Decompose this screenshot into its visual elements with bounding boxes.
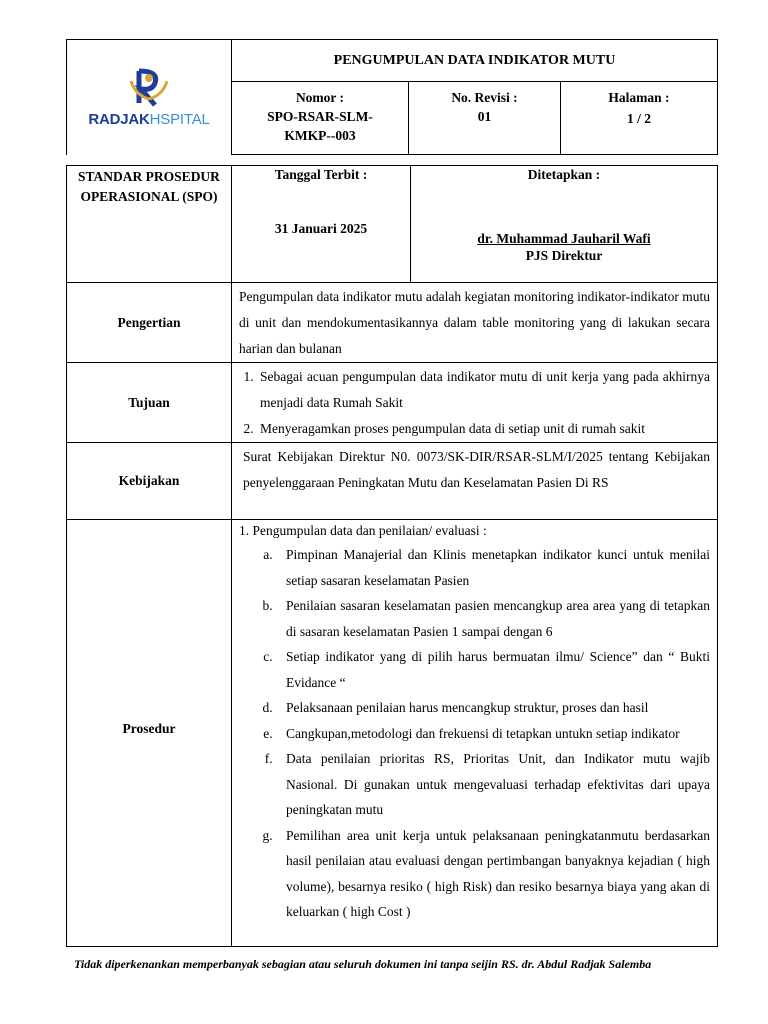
revisi-value: 01 [477, 109, 492, 124]
prosedur-item: e. Cangkupan,metodologi dan frekuensi di tetapkan untukn setiap indikator [276, 721, 710, 747]
prosedur-item: a. Pimpinan Manajerial dan Klinis menetapkan indikator kunci untuk menilai setiap sasaran keselamatan Pasien [276, 542, 710, 593]
tujuan-item: 1. Sebagai acuan pengumpulan data indikator mutu di unit kerja yang pada akhirnya menjadi data Rumah Sakit [257, 364, 710, 416]
tanggal-cell [232, 166, 411, 283]
ditetapkan-label: Ditetapkan : [527, 167, 601, 182]
prosedur-heading: 1. Pengumpulan data dan penilaian/ evaluasi : [239, 523, 487, 538]
spo-label: STANDAR PROSEDUR OPERASIONAL (SPO) [78, 169, 220, 204]
prosedur-label: Prosedur [67, 520, 232, 947]
revisi-cell [409, 82, 561, 155]
prosedur-item: d. Pelaksanaan penilaian harus mencangkup struktur, proses dan hasil [276, 695, 710, 721]
hospital-logo [67, 67, 231, 128]
revisi-label: No. Revisi : [451, 90, 518, 105]
nomor-cell [232, 82, 409, 155]
prosedur-item: c. Setiap indikator yang di pilih harus bermuatan ilmu/ Science” dan “ Bukti Evidance “ [276, 644, 710, 695]
pengertian-label: Pengertian [67, 283, 232, 363]
logo-cell [67, 40, 232, 155]
ditetapkan-cell [411, 166, 718, 283]
signer-title: PJS Direktur [525, 248, 603, 263]
halaman-value: 1 / 2 [626, 111, 651, 126]
tujuan-list [240, 364, 710, 442]
spo-label-cell [67, 166, 232, 283]
kebijakan-text: Surat Kebijakan Direktur N0. 0073/SK-DIR/RSAR-SLM/I/2025 tentang Kebijakan penyelenggaraan Peningkatan Mutu dan Keselamatan Pasien Di RS [243, 449, 710, 490]
prosedur-item: b. Penilaian sasaran keselamatan pasien mencangkup area area yang di tetapkan di sasaran keselamatan Pasien 1 sampai dengan 6 [276, 593, 710, 644]
prosedur-item: f. Data penilaian prioritas RS, Prioritas Unit, dan Indikator mutu wajib Nasional. Di gunakan untuk mengevaluasi terhadap efektivitas dari upaya peningkatan mutu [276, 746, 710, 823]
halaman-label: Halaman : [608, 90, 670, 105]
kebijakan-content [232, 443, 718, 520]
tujuan-label: Tujuan [67, 363, 232, 443]
footer-note: Tidak diperkenankan memperbanyak sebagian atau seluruh dokumen ini tanpa seijin RS. dr. Abdul Radjak Salemba [74, 957, 652, 971]
tujuan-item: 2. Menyeragamkan proses pengumpulan data di setiap unit di rumah sakit [257, 416, 710, 442]
tujuan-content [232, 363, 718, 443]
logo-wordmark: RADJAKHSPITAL [88, 110, 210, 128]
header-table [66, 39, 718, 155]
prosedur-list [239, 542, 710, 925]
radjak-emblem-icon [125, 67, 173, 111]
prosedur-item: g. Pemilihan area unit kerja untuk pelaksanaan peningkatanmutu berdasarkan hasil penilaian atau evaluasi dengan pertimbangan banyaknya kejadian ( high volume), besarnya resiko ( high Risk) dan resiko besarnya biaya yang akan di keluarkan ( high Cost ) [276, 823, 710, 925]
nomor-label: Nomor : [295, 90, 345, 105]
halaman-cell [561, 82, 718, 155]
prosedur-content [232, 520, 718, 947]
main-table [66, 165, 718, 947]
pengertian-text: Pengumpulan data indikator mutu adalah kegiatan monitoring indikator-indikator mutu di unit dan mendokumentasikannya dalam table monitoring yang di lakukan secara harian dan bulanan [239, 289, 710, 356]
tanggal-label: Tanggal Terbit : [274, 167, 368, 182]
tanggal-value: 31 Januari 2025 [274, 221, 368, 236]
signer-name: dr. Muhammad Jauharil Wafi [477, 231, 651, 246]
pengertian-content [232, 283, 718, 363]
document-title: PENGUMPULAN DATA INDIKATOR MUTU [232, 40, 718, 82]
kebijakan-label: Kebijakan [67, 443, 232, 520]
nomor-value: SPO-RSAR-SLM-KMKP--003 [267, 109, 373, 143]
